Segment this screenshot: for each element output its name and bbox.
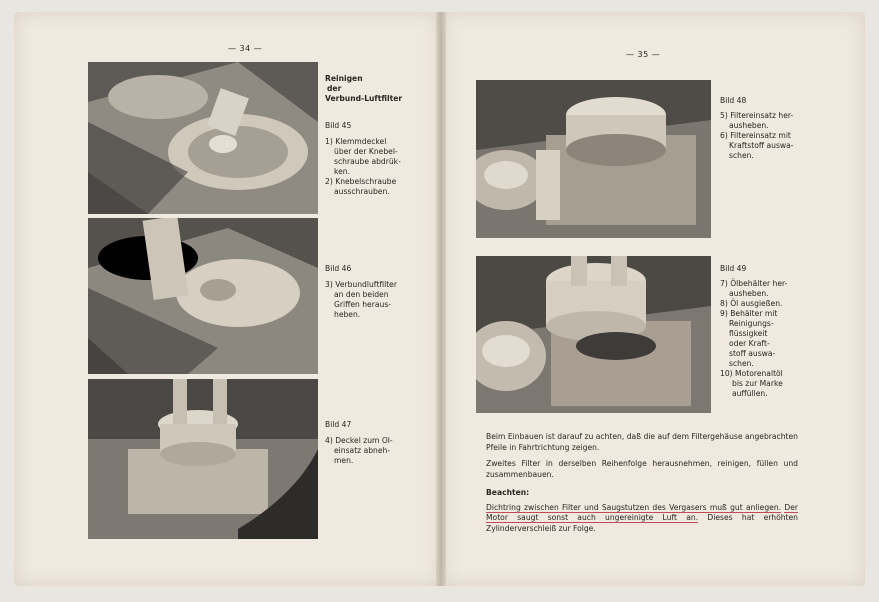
body-text — [486, 432, 798, 540]
step-line: oder Kraft- — [729, 339, 770, 348]
heading-line-1: Reinigen — [325, 74, 363, 83]
photo-bild-48 — [476, 80, 711, 238]
caption-bild-49 — [720, 264, 806, 399]
step-line: Reinigungs- — [729, 319, 774, 328]
book-gutter — [436, 12, 446, 586]
step-line: auffüllen. — [732, 389, 768, 398]
step-line: ausheben. — [729, 121, 769, 130]
step-line: an den beiden — [334, 290, 389, 299]
figure-label: Bild 48 — [720, 96, 747, 105]
step-line: schen. — [729, 151, 754, 160]
step-line: schraube abdrük- — [334, 157, 401, 166]
step-line: 4) Deckel zum Ol- — [325, 436, 393, 445]
step-line: 9) Behälter mit — [720, 309, 778, 318]
step-line: Griffen heraus- — [334, 300, 392, 309]
step-line: ausschrauben. — [334, 187, 390, 196]
caption-bild-45 — [325, 121, 423, 197]
figure-label: Bild 47 — [325, 420, 352, 429]
step-line: 8) Öl ausgießen. — [720, 299, 783, 308]
step-line: 10) Motorenaltöl — [720, 369, 783, 378]
step-line: einsatz abneh- — [334, 446, 391, 455]
step-line: men. — [334, 456, 354, 465]
step-line: über der Knebel- — [334, 147, 398, 156]
step-line: heben. — [334, 310, 361, 319]
page-number-left: — 34 — — [228, 44, 263, 53]
step-line: ausheben. — [729, 289, 769, 298]
heading-line-2: der — [327, 84, 342, 93]
photo-bild-49 — [476, 256, 711, 413]
photo-bild-46 — [88, 218, 318, 374]
note-underlined-1: Dichtring zwischen Filter und Saugstutzen des Vergasers muß gut anliegen. — [486, 502, 782, 512]
section-heading — [325, 74, 425, 104]
step-line: 5) Filtereinsatz her- — [720, 111, 794, 120]
step-line: bis zur Marke — [732, 379, 783, 388]
figure-label: Bild 46 — [325, 264, 352, 273]
note-paragraph — [486, 503, 798, 535]
step-line: 2) Knebelschraube — [325, 177, 397, 186]
step-line: Kraftstoff auswa- — [729, 141, 794, 150]
page-number-right: — 35 — — [626, 50, 661, 59]
figure-label: Bild 45 — [325, 121, 352, 130]
heading-line-3: Verbund-Luftfilter — [325, 94, 403, 103]
step-line: ken. — [334, 167, 351, 176]
paragraph-second-filter: Zweites Filter in derselben Reihenfolge herausnehmen, reinigen, füllen und zusammenbauen. — [486, 459, 798, 479]
caption-bild-46 — [325, 264, 405, 320]
caption-bild-47 — [325, 420, 405, 466]
step-line: 6) Filtereinsatz mit — [720, 131, 791, 140]
photo-bild-47 — [88, 379, 318, 539]
note-text-3: Dieses hat erhöhten Zylinderverschleiß zur Folge. — [486, 513, 798, 533]
caption-bild-48 — [720, 96, 806, 161]
photo-bild-45 — [88, 62, 318, 214]
step-line: 1) Klemmdeckel — [325, 137, 387, 146]
paragraph-installation: Beim Einbauen ist darauf zu achten, daß die auf dem Filtergehäuse angebrachten Pfeile in Fahrtrichtung zeigen. — [486, 432, 798, 452]
step-line: flüssigkeit — [729, 329, 768, 338]
note-heading: Beachten: — [486, 488, 530, 497]
step-line: stoff auswa- — [729, 349, 776, 358]
step-line: 3) Verbundluftfilter — [325, 280, 397, 289]
step-line: 7) Ölbehälter her- — [720, 279, 788, 288]
figure-label: Bild 49 — [720, 264, 747, 273]
note-underlined-2: Der Motor saugt sonst auch ungereinigte Luft an. — [486, 502, 799, 522]
step-line: schen. — [729, 359, 754, 368]
